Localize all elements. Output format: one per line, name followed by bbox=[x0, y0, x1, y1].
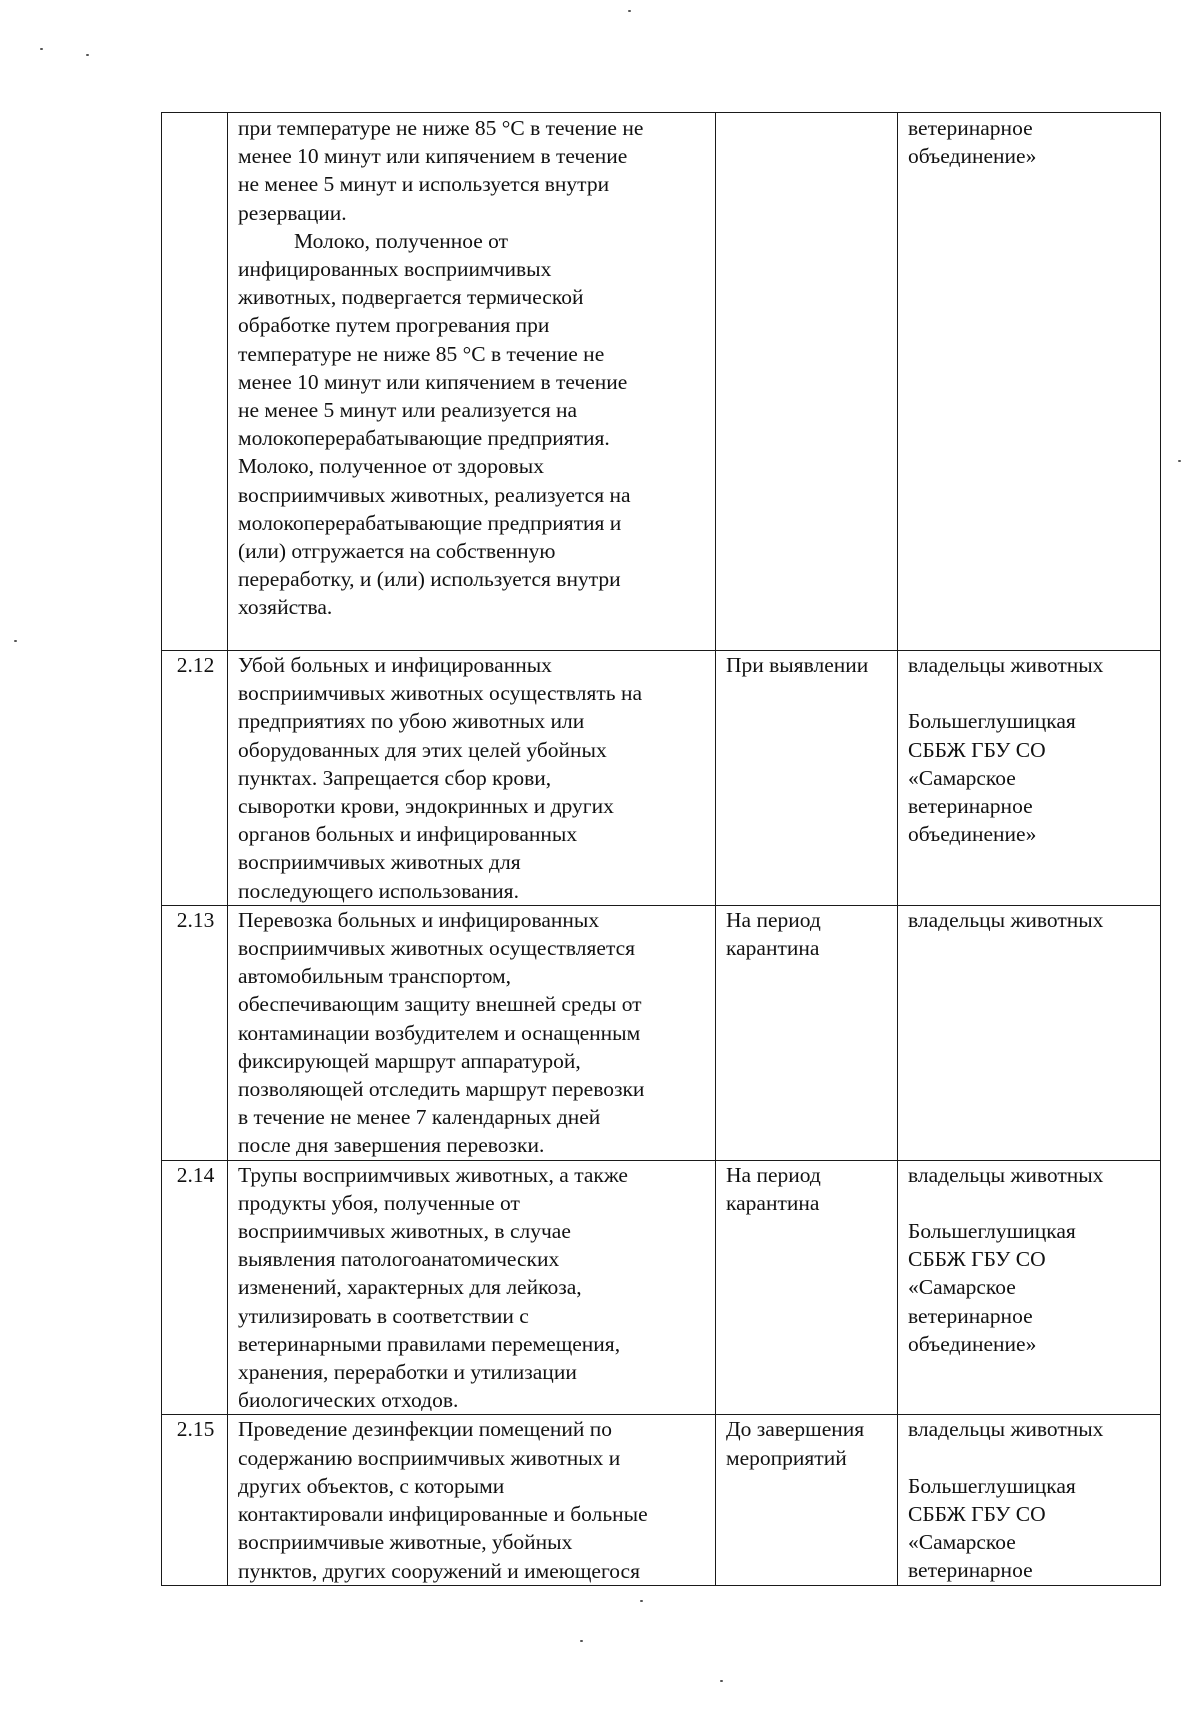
text-line: объединение» bbox=[908, 1331, 1037, 1356]
measure-description-cell bbox=[228, 651, 716, 906]
measure-description-cell bbox=[228, 1160, 716, 1415]
scan-speck bbox=[86, 54, 89, 56]
responsible-cell bbox=[898, 113, 1161, 651]
text-line: молокоперерабатывающие предприятия и bbox=[238, 510, 622, 535]
text-line: контактировали инфицированные и больные bbox=[238, 1502, 648, 1527]
term-cell bbox=[716, 651, 898, 906]
text-line: фиксирующей маршрут аппаратурой, bbox=[238, 1048, 581, 1073]
item-number-cell bbox=[162, 113, 228, 651]
text-line: СББЖ ГБУ СО bbox=[908, 1502, 1046, 1527]
table-row bbox=[162, 651, 1161, 906]
scan-speck bbox=[640, 1600, 643, 1602]
scan-speck bbox=[1178, 460, 1181, 462]
text-line: Трупы восприимчивых животных, а также bbox=[238, 1162, 628, 1187]
text-line: До завершения bbox=[726, 1417, 865, 1442]
text-line: «Самарское bbox=[908, 1530, 1016, 1555]
text-line: в течение не менее 7 календарных дней bbox=[238, 1105, 601, 1130]
text-line: автомобильным транспортом, bbox=[238, 964, 512, 989]
text-line: при температуре не ниже 85 °С в течение не bbox=[238, 116, 644, 140]
text-line: других объектов, с которыми bbox=[238, 1473, 505, 1498]
item-number-cell: 2.14 bbox=[162, 1160, 228, 1415]
text-line: карантина bbox=[726, 936, 820, 961]
text-line: ветеринарное bbox=[908, 794, 1033, 818]
term-cell bbox=[716, 1415, 898, 1585]
text-line: менее 10 минут или кипячением в течение bbox=[238, 369, 628, 394]
measure-description-cell bbox=[228, 113, 716, 651]
item-number-cell: 2.13 bbox=[162, 905, 228, 1160]
text-line: обработке путем прогревания при bbox=[238, 313, 550, 338]
responsible-owner: владельцы животных bbox=[908, 1417, 1104, 1442]
text-line: ветеринарное bbox=[908, 116, 1033, 140]
text-line: восприимчивых животных для bbox=[238, 850, 521, 875]
table-row bbox=[162, 1415, 1161, 1585]
text-line: не менее 5 минут и используется внутри bbox=[238, 172, 610, 197]
measure-description-cell bbox=[228, 1415, 716, 1585]
responsible-owner: владельцы животных bbox=[908, 1162, 1104, 1187]
text-line: Молоко, полученное от bbox=[294, 228, 508, 253]
term-cell bbox=[716, 1160, 898, 1415]
scan-speck bbox=[720, 1680, 723, 1682]
responsible-cell bbox=[898, 905, 1161, 1160]
text-line: биологических отходов. bbox=[238, 1388, 459, 1413]
text-line: животных, подвергается термической bbox=[238, 285, 584, 310]
text-line: Большеглушицкая bbox=[908, 709, 1076, 734]
text-line: мероприятий bbox=[726, 1445, 847, 1470]
term-cell bbox=[716, 113, 898, 651]
text-line: При выявлении bbox=[726, 653, 869, 677]
table-row bbox=[162, 905, 1161, 1160]
scan-speck bbox=[628, 10, 631, 12]
measure-description-cell bbox=[228, 905, 716, 1160]
text-line: позволяющей отследить маршрут перевозки bbox=[238, 1077, 645, 1102]
scan-speck bbox=[14, 640, 17, 642]
responsible-cell bbox=[898, 1160, 1161, 1415]
text-line: восприимчивых животных, реализуется на bbox=[238, 482, 631, 507]
responsible-cell bbox=[898, 1415, 1161, 1585]
text-line: утилизировать в соответствии с bbox=[238, 1303, 529, 1328]
text-line: хозяйства. bbox=[238, 595, 333, 620]
responsible-owner: владельцы животных bbox=[908, 653, 1104, 677]
responsible-owner: владельцы животных bbox=[908, 907, 1104, 932]
text-line: объединение» bbox=[908, 822, 1037, 847]
text-line: сыворотки крови, эндокринных и других bbox=[238, 794, 614, 819]
item-number-cell: 2.15 bbox=[162, 1415, 228, 1585]
text-line: после дня завершения перевозки. bbox=[238, 1133, 545, 1158]
text-line: инфицированных восприимчивых bbox=[238, 257, 552, 282]
text-line: хранения, переработки и утилизации bbox=[238, 1360, 577, 1385]
text-line: контаминации возбудителем и оснащенным bbox=[238, 1020, 641, 1045]
blank-line bbox=[908, 1444, 1152, 1472]
text-line: На период bbox=[726, 1162, 821, 1187]
text-line: резервации. bbox=[238, 200, 347, 225]
text-line: Молоко, полученное от здоровых bbox=[238, 454, 545, 479]
text-line: ветеринарное bbox=[908, 1303, 1033, 1328]
table-row bbox=[162, 1160, 1161, 1415]
text-line: предприятиях по убою животных или bbox=[238, 709, 585, 734]
text-line: выявления патологоанатомических bbox=[238, 1247, 560, 1272]
text-line: восприимчивых животных осуществлять на bbox=[238, 681, 643, 706]
text-line: восприимчивых животных осуществляется bbox=[238, 936, 636, 961]
text-line: СББЖ ГБУ СО bbox=[908, 737, 1046, 762]
text-line: «Самарское bbox=[908, 765, 1016, 790]
text-line: Убой больных и инфицированных bbox=[238, 653, 552, 677]
text-line: (или) отгружается на собственную bbox=[238, 539, 556, 564]
responsible-cell bbox=[898, 651, 1161, 906]
text-line: Большеглушицкая bbox=[908, 1473, 1076, 1498]
text-line: «Самарское bbox=[908, 1275, 1016, 1300]
text-line: менее 10 минут или кипячением в течение bbox=[238, 144, 628, 169]
text-line: обеспечивающим защиту внешней среды от bbox=[238, 992, 642, 1017]
blank-line bbox=[908, 1189, 1152, 1217]
text-line: переработку, и (или) используется внутри bbox=[238, 567, 621, 592]
scan-speck bbox=[580, 1640, 583, 1642]
blank-line bbox=[908, 679, 1152, 707]
text-line: продукты убоя, полученные от bbox=[238, 1190, 520, 1215]
text-line: изменений, характерных для лейкоза, bbox=[238, 1275, 582, 1300]
text-line: карантина bbox=[726, 1190, 820, 1215]
text-line: СББЖ ГБУ СО bbox=[908, 1247, 1046, 1272]
term-cell bbox=[716, 905, 898, 1160]
text-line: содержанию восприимчивых животных и bbox=[238, 1445, 621, 1470]
text-line: объединение» bbox=[908, 144, 1037, 169]
text-line: органов больных и инфицированных bbox=[238, 822, 578, 847]
text-line: На период bbox=[726, 907, 821, 932]
text-line: Проведение дезинфекции помещений по bbox=[238, 1417, 613, 1442]
text-line: пунктах. Запрещается сбор крови, bbox=[238, 765, 552, 790]
text-line: не менее 5 минут или реализуется на bbox=[238, 398, 578, 423]
text-line: Перевозка больных и инфицированных bbox=[238, 907, 600, 932]
text-line: пунктов, других сооружений и имеющегося bbox=[238, 1558, 640, 1583]
measure-paragraph bbox=[238, 227, 707, 622]
text-line: молокоперерабатывающие предприятия. bbox=[238, 426, 610, 451]
text-line: восприимчивые животные, убойных bbox=[238, 1530, 573, 1555]
text-line: восприимчивых животных, в случае bbox=[238, 1219, 571, 1244]
text-line: ветеринарное bbox=[908, 1558, 1033, 1583]
scan-speck bbox=[40, 48, 43, 50]
text-line: температуре не ниже 85 °С в течение не bbox=[238, 341, 605, 366]
text-line: оборудованных для этих целей убойных bbox=[238, 737, 607, 762]
text-line: Большеглушицкая bbox=[908, 1219, 1076, 1244]
text-line: ветеринарными правилами перемещения, bbox=[238, 1331, 621, 1356]
item-number-cell: 2.12 bbox=[162, 651, 228, 906]
text-line: последующего использования. bbox=[238, 878, 519, 903]
table-row-continuation bbox=[162, 113, 1161, 651]
measure-paragraph bbox=[238, 114, 707, 227]
measures-table bbox=[161, 112, 1161, 1586]
